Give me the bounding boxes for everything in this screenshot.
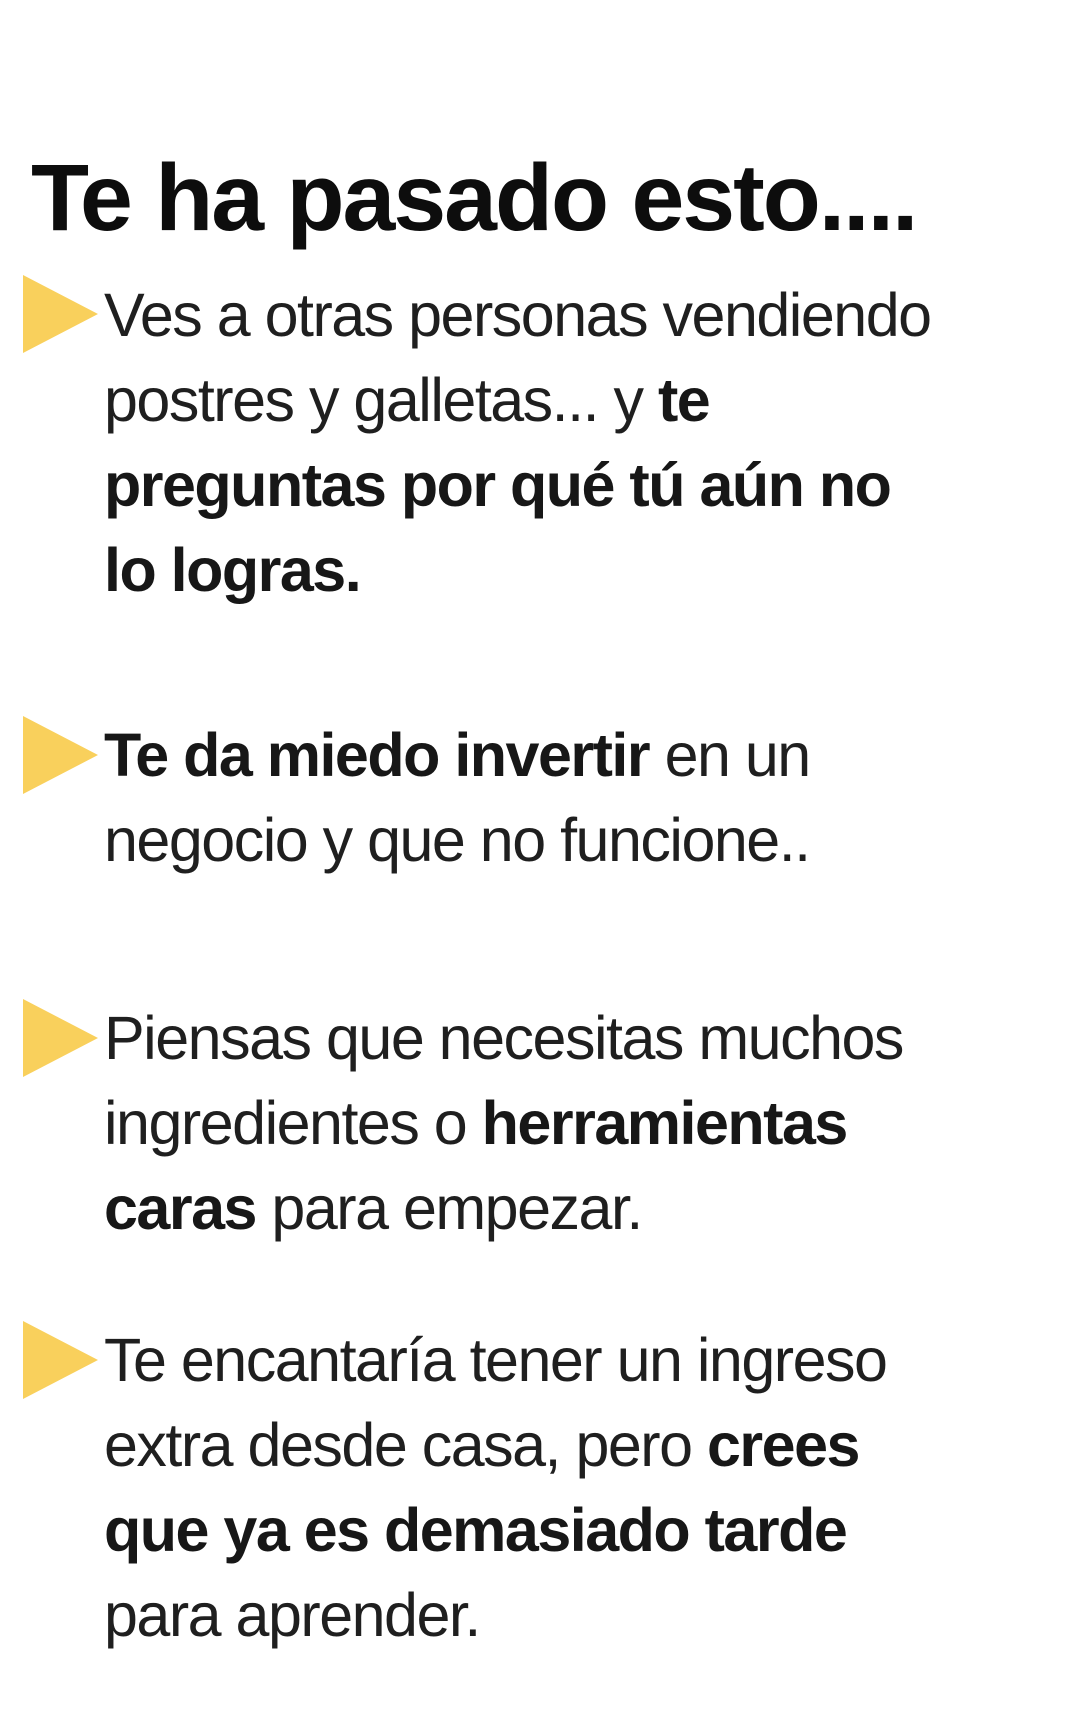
bullet-text: Ves a otras personas vendiendo postres y galletas... y te preguntas por qué tú aún no lo logras.: [104, 281, 931, 604]
bullet-text: Te encantaría tener un ingreso extra desde casa, pero crees que ya es demasiado tarde para aprender.: [104, 1326, 887, 1649]
triangle-right-icon: [23, 1321, 98, 1399]
bullet-text: Piensas que necesitas muchos ingredientes o herramientas caras para empezar.: [104, 1004, 903, 1242]
triangle-right-icon: [23, 275, 98, 353]
triangle-right-icon: [23, 716, 98, 794]
page-title: Te ha pasado esto....: [31, 144, 917, 251]
triangle-right-icon: [23, 999, 98, 1077]
bullet-text: Te da miedo invertir en un negocio y que no funcione..: [104, 721, 810, 874]
